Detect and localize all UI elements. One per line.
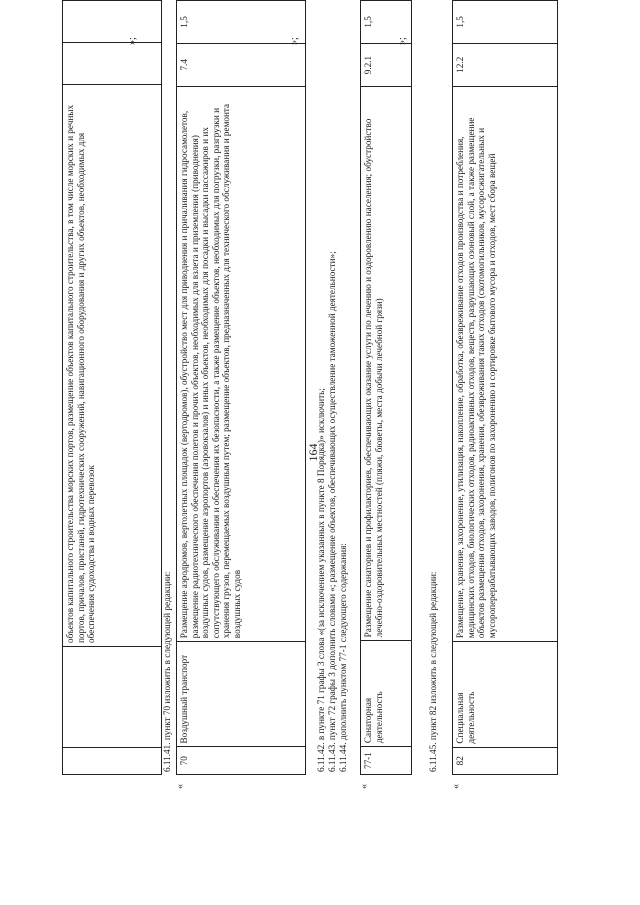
cell-text: объектов капитального строительства морских портов, размещение объектов капитального строительства, в том числе морских и речных портов, причалов, пристаней, гидротехнических сооружений, навигационного оборудования и других объектов, необходимых для обеспечения судоходства и водных перевозок (63, 85, 162, 647)
table-item-77-1 (360, 0, 412, 775)
closing-quote: »; (127, 37, 138, 45)
cell-code: 9.2.1 (361, 43, 412, 87)
opening-quote: « (175, 784, 186, 789)
cell-num (63, 748, 162, 775)
cell-value: 1,5 (361, 1, 412, 44)
cell-name: Специальная деятельность (453, 642, 558, 747)
cell-text: Размещение санаториев и профилакториев, обеспечивающих оказание услуги по лечению и оздоровлению населения; обустройство лечебно-оздоровительных местностей (пляжи, бюветы, места добычи лечебной грязи) (361, 87, 412, 641)
table-continuation (62, 0, 162, 775)
item-6-11-41: 6.11.41. пункт 70 изложить в следующей редакции: (162, 571, 172, 772)
cell-num: 70 (177, 747, 306, 775)
table-row (63, 1, 162, 775)
cell-text: Размещение, хранение, захоронение, утилизация, накопление, обработка, обезвреживание отходов производства и потребления, медицинских отходов, биологических отходов, радиоактивных отходов, веществ, разрушающих озоновый слой, а также размещение объектов размещения отходов, захоронения, хранения, обезвреживания таких отходов (скотомогильников, мусоросжигательных и мусороперерабатывающих заводов, полигонов по захоронению и сортировке бытового мусора и отходов, мест сбора вещей (453, 86, 558, 641)
cell-value (63, 1, 162, 43)
table-item-82 (452, 0, 558, 775)
item-6-11-42: 6.11.42. в пункте 71 графы 3 слова «(за исключением указанных в пункте 8 Порядка)» исключить; (316, 388, 326, 772)
cell-name: Санаторная деятельность (361, 641, 412, 747)
cell-code (63, 43, 162, 85)
opening-quote: « (451, 784, 462, 789)
item-6-11-44: 6.11.44. дополнить пунктом 77-1 следующего содержания: (338, 543, 348, 772)
cell-value: 1,5 (177, 1, 306, 44)
cell-code: 12.2 (453, 43, 558, 86)
table-row (177, 1, 306, 775)
cell-name (63, 647, 162, 748)
table-row (453, 1, 558, 775)
cell-name: Воздушный транспорт (177, 642, 306, 747)
cell-value: 1,5 (453, 1, 558, 44)
opening-quote: « (359, 784, 370, 789)
closing-quote: »; (289, 37, 300, 45)
cell-num: 77-1 (361, 747, 412, 775)
cell-text: Размещение аэродромов, вертолетных площадок (вертодромов), обустройство мест для приводнения и причаливания гидросамолетов, размещение радиотехнического обеспечения полетов и прочих объектов, необходимых для взлета и приземления (приводнения) воздушных судов, размещение аэропортов (аэровокзалов) и иных объектов, необходимых для посадки и высадки пассажиров и их сопутствующего обслуживания и обеспечения их безопасности, а также размещение объектов, необходимых для погрузки, разгрузки и хранения грузов, перемещаемых воздушным путем; размещение объектов, предназначенных для технического обслуживания и ремонта воздушных судов (177, 86, 306, 642)
item-6-11-45: 6.11.45. пункт 82 изложить в следующей редакции: (428, 571, 438, 772)
closing-quote: »; (397, 37, 408, 45)
cell-code: 7.4 (177, 43, 306, 86)
page-number: 164 (306, 443, 320, 462)
cell-num: 82 (453, 747, 558, 774)
table-row (361, 1, 412, 775)
item-6-11-43: 6.11.43. пункт 72 графы 3 дополнить словами «; размещение объектов, обеспечивающих осуществление таможенной деятельности»; (327, 251, 337, 772)
table-item-70 (176, 0, 306, 775)
